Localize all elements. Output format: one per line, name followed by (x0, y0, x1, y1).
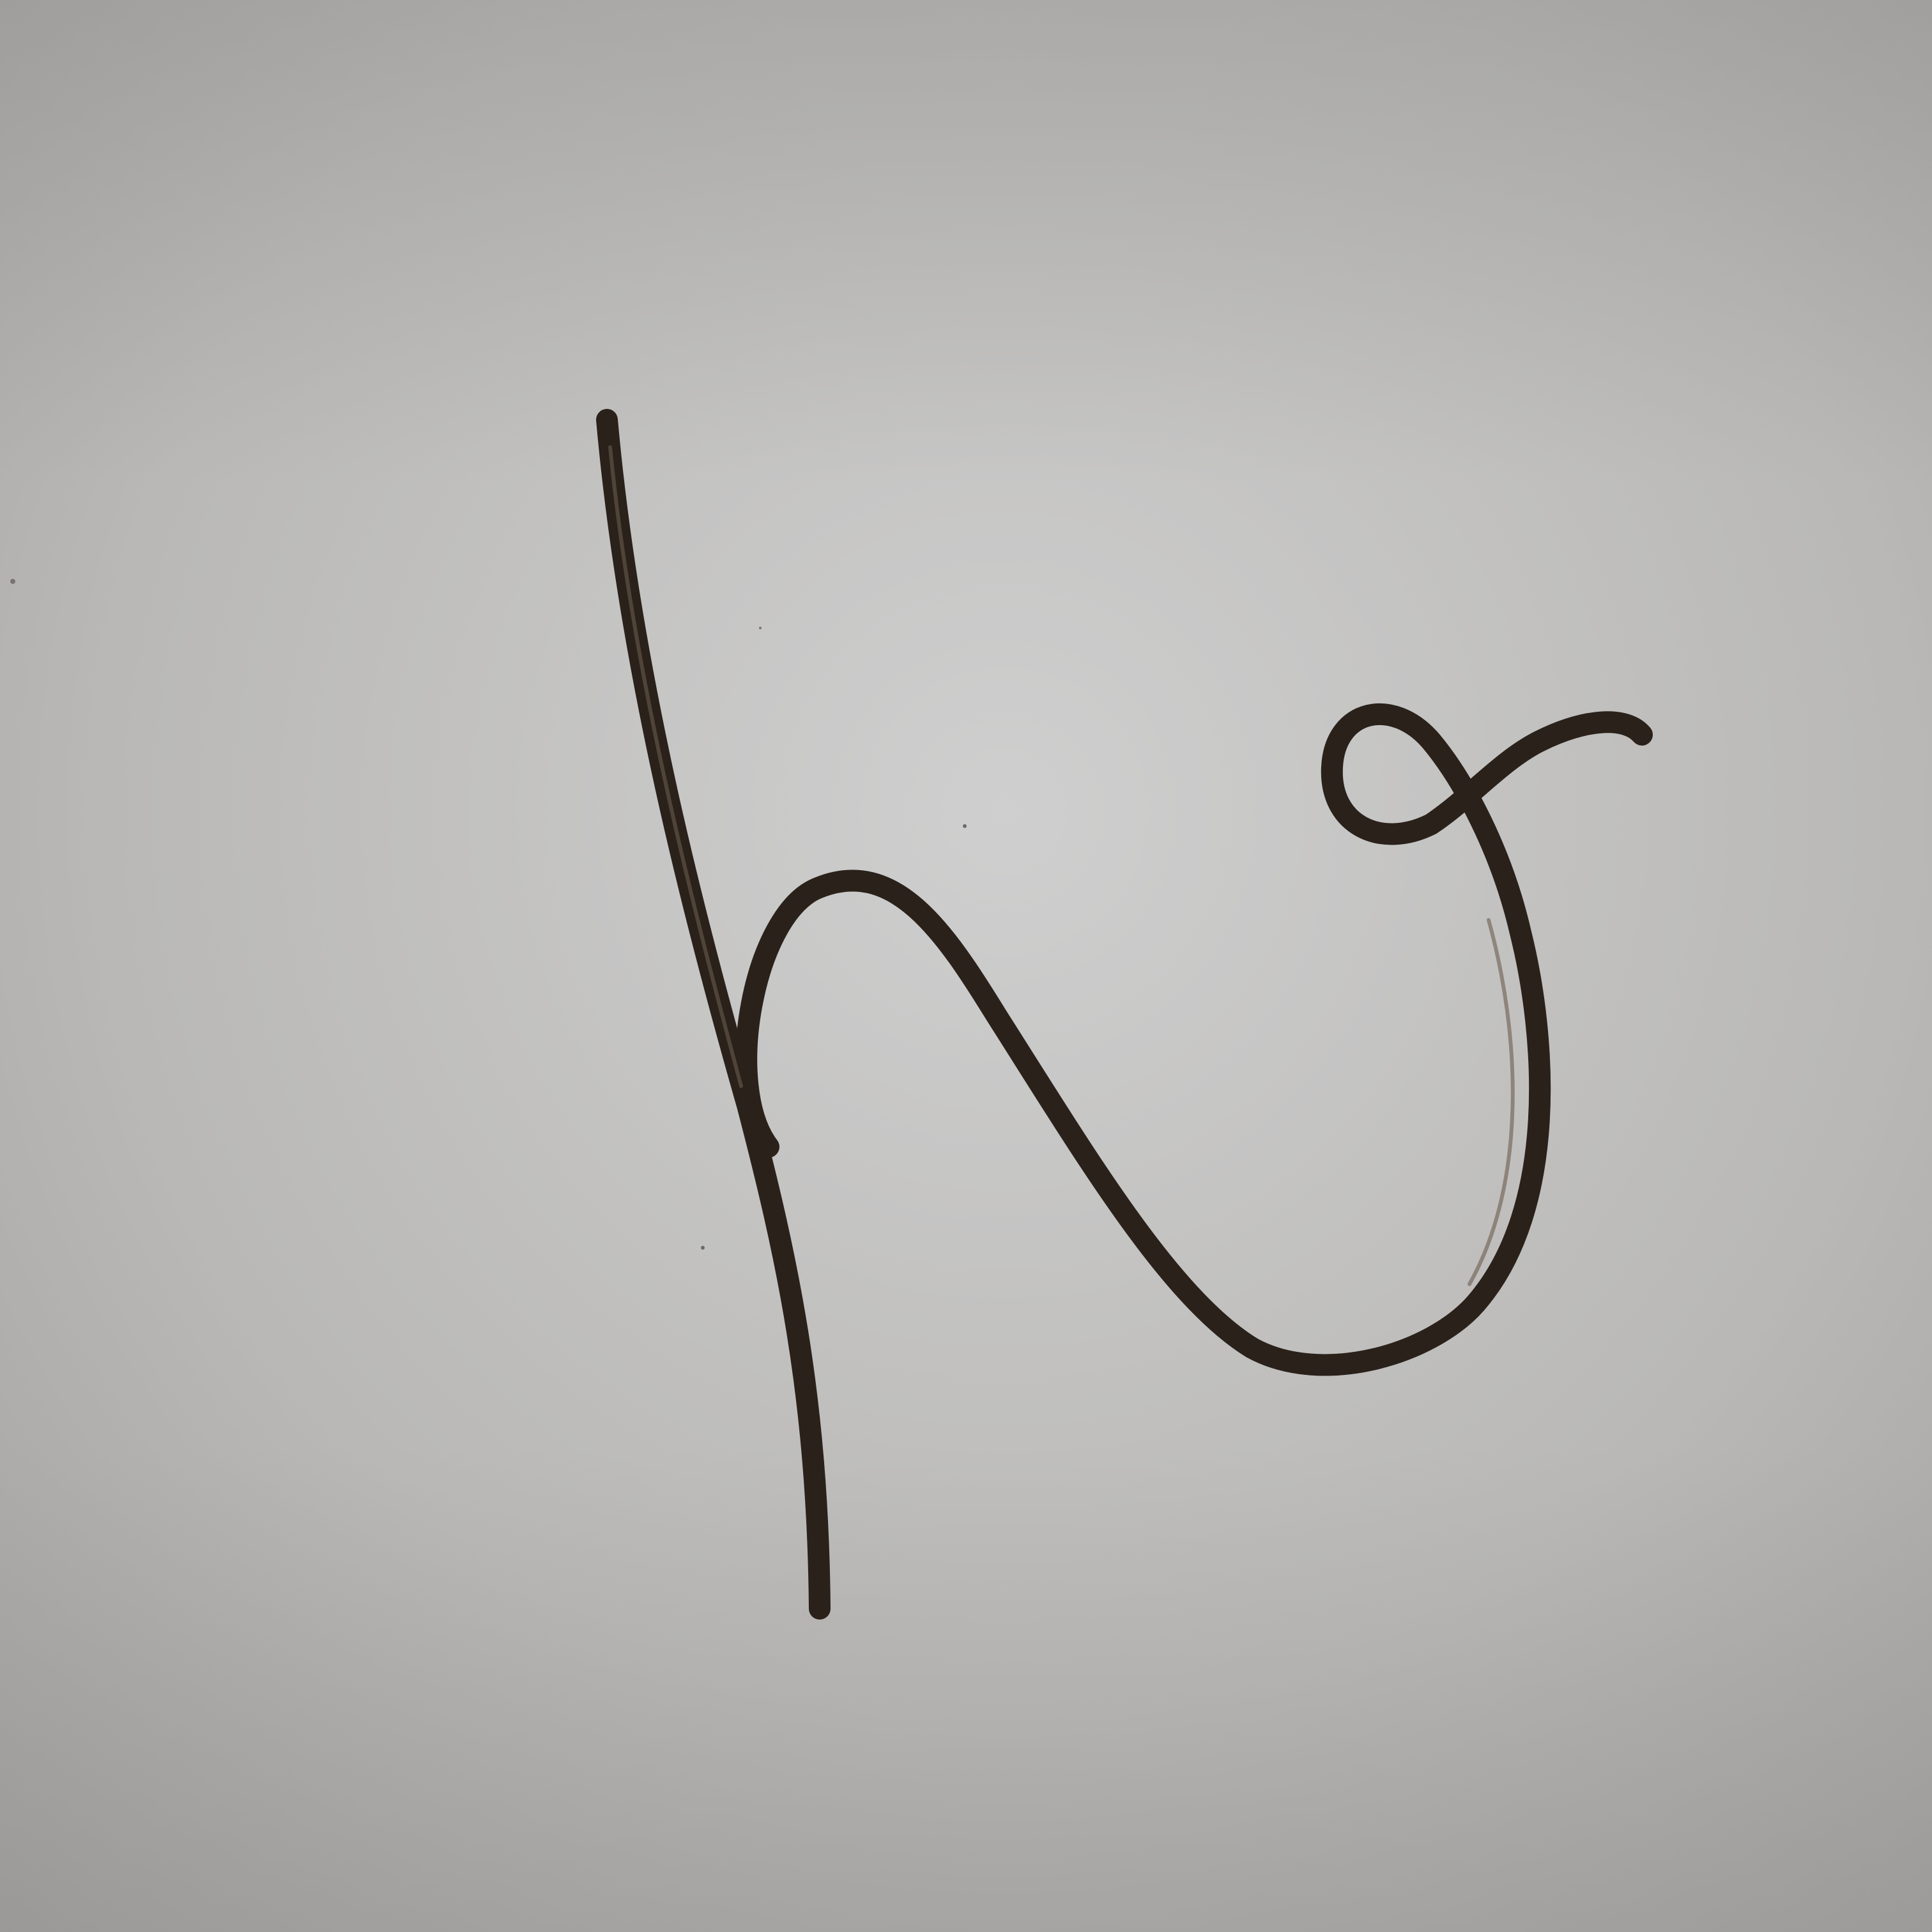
paper-speck (10, 579, 15, 584)
paper-speck (701, 1246, 705, 1250)
paper-speck (963, 824, 967, 828)
paper-speck (759, 627, 762, 629)
